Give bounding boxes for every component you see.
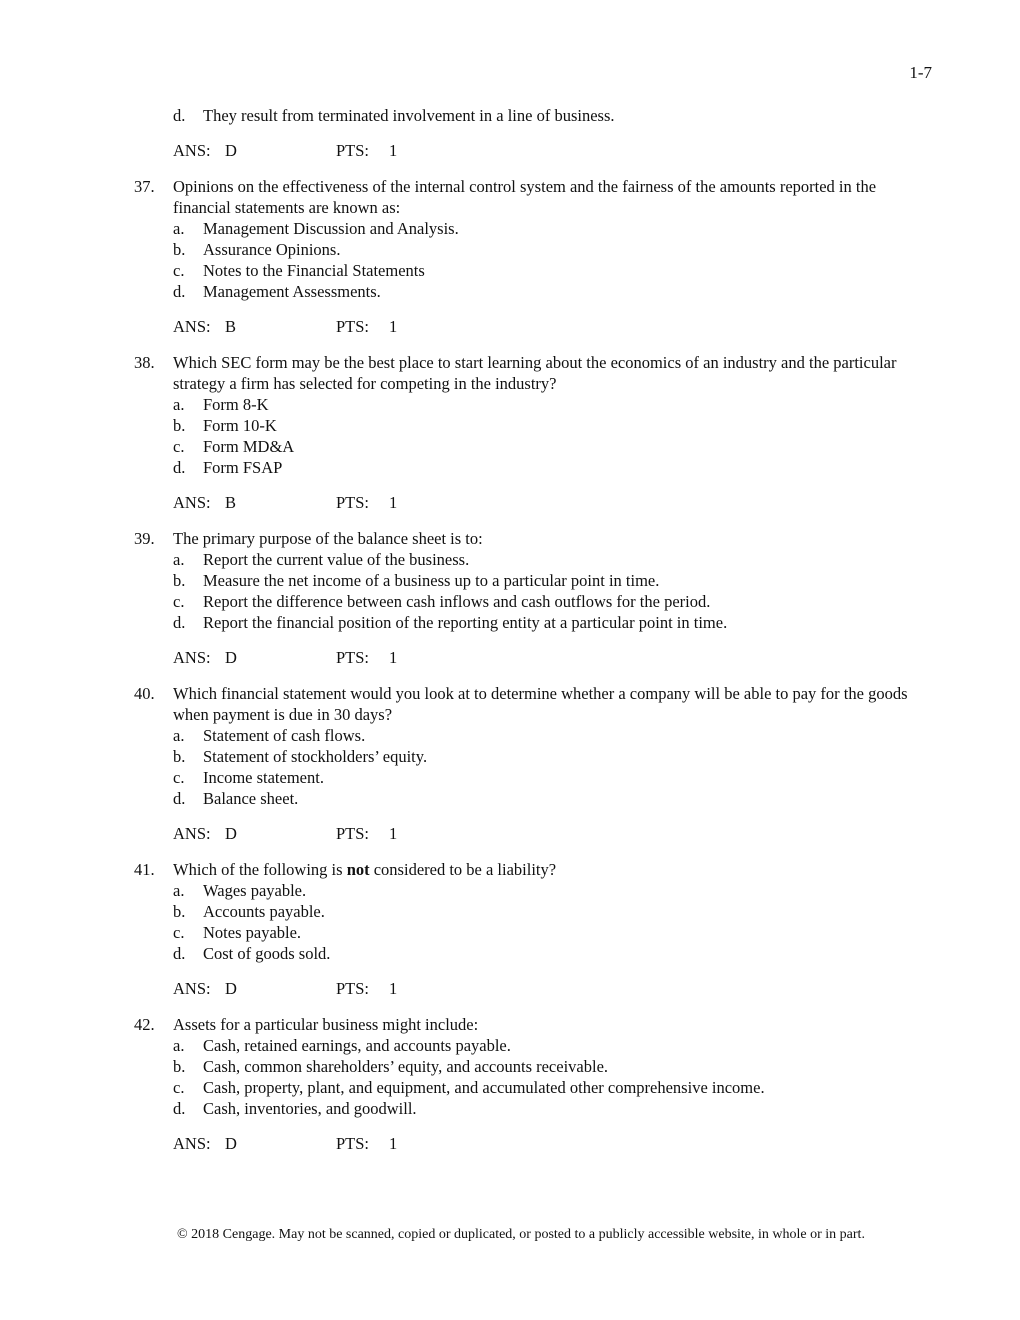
answer-row [173,316,1020,337]
option-letter: d. [173,613,186,632]
question-number: 39. [134,529,155,548]
points-value: 1 [389,141,398,160]
option-letter: a. [173,726,185,745]
option-text: Form FSAP [203,458,283,477]
question-stem: Which financial statement would you look at to determine whether a company will be able to pay for the goods when payment is due in 30 days? [173,684,908,724]
points-label: PTS: [336,648,370,667]
option-d [173,943,913,964]
option-d [173,1098,913,1119]
answer-row [173,492,1020,513]
option-a [173,880,913,901]
option-d [173,281,913,302]
stem-emphasis: not [346,860,370,879]
answer-value: D [225,824,237,843]
answer-row [173,140,1020,161]
points-value: 1 [389,648,398,667]
option-c [173,260,913,281]
option-c [173,767,913,788]
option-letter: c. [173,437,185,456]
answer-value: D [225,1134,237,1153]
question-stem [173,859,933,880]
answer-label: ANS: [173,648,211,667]
option-a [173,725,913,746]
option-b [173,1056,913,1077]
question-stem: Assets for a particular business might include: [173,1015,479,1034]
option-c [173,436,913,457]
option-b [173,570,913,591]
question-number: 41. [134,860,155,879]
option-text: Cash, retained earnings, and accounts payable. [203,1036,511,1055]
answer-row [173,647,1020,668]
answer-row [173,1133,1020,1154]
option-text: Management Assessments. [203,282,381,301]
option-text: Cash, inventories, and goodwill. [203,1099,417,1118]
question-number: 40. [134,684,155,703]
question-stem: The primary purpose of the balance sheet is to: [173,529,483,548]
answer-label: ANS: [173,979,211,998]
question-42 [0,1014,1020,1154]
option-a [173,394,913,415]
option-text: Accounts payable. [203,902,325,921]
option-letter: d. [173,106,186,125]
option-d [173,105,913,126]
option-letter: a. [173,881,185,900]
option-letter: d. [173,282,186,301]
option-text: Balance sheet. [203,789,299,808]
points-value: 1 [389,1134,398,1153]
option-c [173,591,913,612]
option-letter: b. [173,571,186,590]
option-b [173,746,913,767]
option-text: They result from terminated involvement in a line of business. [203,106,615,125]
option-text: Report the current value of the business. [203,550,470,569]
copyright-footer: © 2018 Cengage. May not be scanned, copied or duplicated, or posted to a publicly accessible website, in whole or in part. [177,1227,865,1242]
option-a [173,1035,913,1056]
answer-row [173,978,1020,999]
option-text: Wages payable. [203,881,307,900]
points-value: 1 [389,979,398,998]
points-label: PTS: [336,824,370,843]
option-letter: a. [173,395,185,414]
stem-text: considered to be a liability? [369,860,557,879]
option-text: Form 8-K [203,395,269,414]
option-letter: d. [173,1099,186,1118]
option-text: Cash, common shareholders’ equity, and accounts receivable. [203,1057,609,1076]
option-letter: c. [173,768,185,787]
option-text: Income statement. [203,768,324,787]
option-letter: a. [173,219,185,238]
option-text: Form MD&A [203,437,295,456]
question-39 [0,528,1020,668]
option-letter: d. [173,789,186,808]
option-text: Management Discussion and Analysis. [203,219,459,238]
option-text: Cash, property, plant, and equipment, and accumulated other comprehensive income. [203,1078,765,1097]
option-text: Notes payable. [203,923,302,942]
answer-label: ANS: [173,824,211,843]
answer-label: ANS: [173,493,211,512]
answer-row [173,823,1020,844]
option-text: Notes to the Financial Statements [203,261,425,280]
option-letter: b. [173,747,186,766]
points-label: PTS: [336,141,370,160]
option-letter: d. [173,458,186,477]
points-value: 1 [389,824,398,843]
option-letter: c. [173,923,185,942]
option-letter: b. [173,902,186,921]
option-letter: d. [173,944,186,963]
option-letter: b. [173,1057,186,1076]
option-letter: a. [173,550,185,569]
question-37 [0,176,1020,337]
option-c [173,1077,913,1098]
question-stem: Which SEC form may be the best place to start learning about the economics of an industry and the particular strategy a firm has selected for competing in the industry? [173,353,897,393]
page-number: 1-7 [909,63,932,82]
question-38 [0,352,1020,513]
answer-value: B [225,317,237,336]
answer-label: ANS: [173,141,211,160]
option-letter: c. [173,592,185,611]
option-letter: c. [173,1078,185,1097]
question-stem: Opinions on the effectiveness of the internal control system and the fairness of the amounts reported in the financial statements are known as: [173,177,877,217]
question-41 [0,859,1020,999]
question-number: 42. [134,1015,155,1034]
option-d [173,788,913,809]
option-d [173,457,913,478]
answer-value: D [225,979,237,998]
points-label: PTS: [336,317,370,336]
stem-text: Which of the following is [173,860,347,879]
answer-value: D [225,648,237,667]
question-list [0,105,1020,1169]
points-value: 1 [389,493,398,512]
answer-label: ANS: [173,1134,211,1153]
option-letter: b. [173,240,186,259]
option-b [173,239,913,260]
answer-value: D [225,141,237,160]
points-label: PTS: [336,979,370,998]
question-number: 38. [134,353,155,372]
question-36-continued [0,105,1020,161]
option-text: Form 10-K [203,416,277,435]
option-text: Statement of cash flows. [203,726,366,745]
option-c [173,922,913,943]
option-d [173,612,913,633]
option-text: Measure the net income of a business up to a particular point in time. [203,571,660,590]
option-text: Report the difference between cash inflows and cash outflows for the period. [203,592,711,611]
points-label: PTS: [336,1134,370,1153]
option-b [173,415,913,436]
option-text: Statement of stockholders’ equity. [203,747,428,766]
question-40 [0,683,1020,844]
answer-value: B [225,493,237,512]
option-a [173,218,913,239]
points-value: 1 [389,317,398,336]
option-b [173,901,913,922]
option-text: Assurance Opinions. [203,240,341,259]
question-number: 37. [134,177,155,196]
option-letter: a. [173,1036,185,1055]
option-letter: c. [173,261,185,280]
option-text: Cost of goods sold. [203,944,331,963]
option-letter: b. [173,416,186,435]
option-text: Report the financial position of the reporting entity at a particular point in time. [203,613,728,632]
answer-label: ANS: [173,317,211,336]
option-a [173,549,913,570]
points-label: PTS: [336,493,370,512]
